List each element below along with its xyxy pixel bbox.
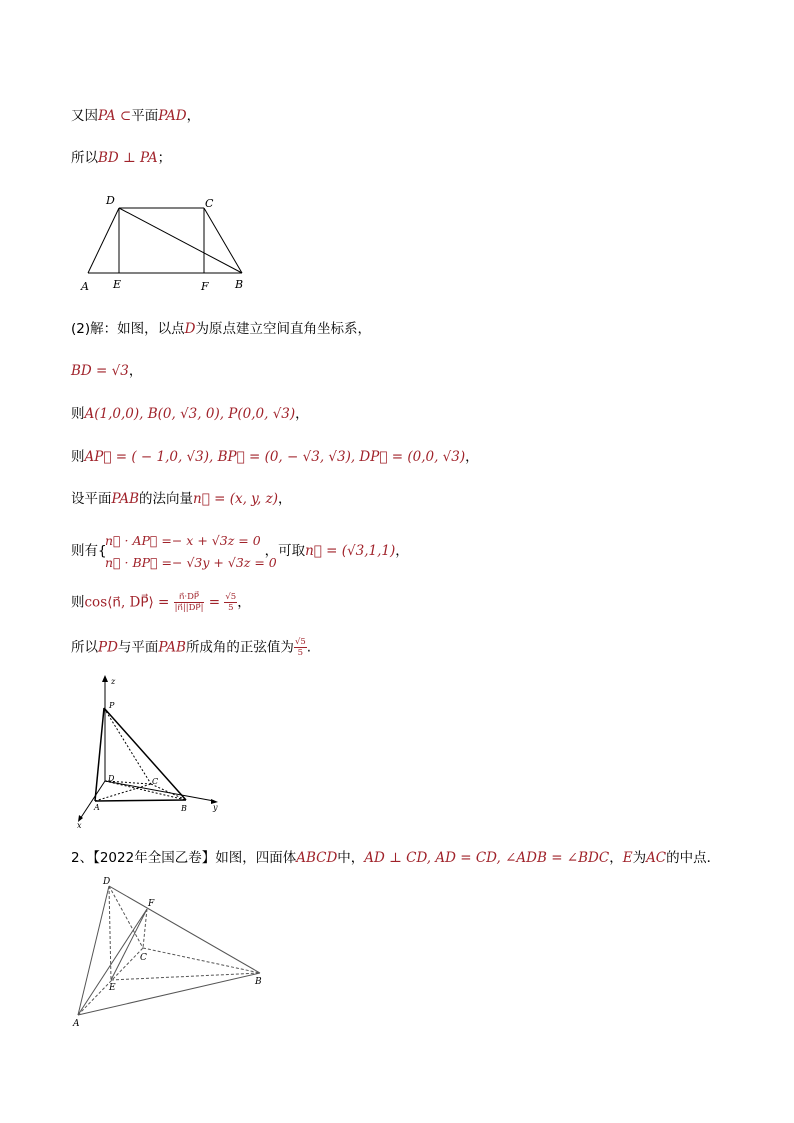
text-line-11 <box>71 848 720 868</box>
text: 的中点． <box>666 850 721 866</box>
text: ， <box>609 850 623 866</box>
math: BD = √3 <box>71 363 129 379</box>
label-d: D <box>106 194 115 207</box>
segment-ad <box>88 208 119 273</box>
text-line-6 <box>71 447 479 467</box>
segment-eb <box>111 973 260 980</box>
math: AC <box>646 850 667 866</box>
text-line-10 <box>71 637 311 658</box>
label-p: P <box>109 701 115 710</box>
math: PA ⊂ <box>98 108 132 124</box>
text: ， <box>395 543 409 559</box>
text: 为 <box>632 850 647 866</box>
text: 又因 <box>71 108 98 124</box>
text: 则 <box>71 594 85 611</box>
math: n⃗ = (x, y, z) <box>193 491 278 507</box>
text: 则 <box>71 449 85 465</box>
label-a: A <box>73 1019 80 1029</box>
text: 所以 <box>71 150 98 166</box>
label-x: x <box>77 821 82 830</box>
text: ， <box>277 491 292 507</box>
fraction-denominator: 5 <box>228 603 234 613</box>
text: 则 <box>71 406 85 422</box>
segment-fa <box>78 909 147 1015</box>
text: ， <box>295 406 309 422</box>
label-e: E <box>113 278 122 291</box>
label-c: C <box>140 953 147 963</box>
fraction-numerator: n⃗·DP⃗ <box>174 592 205 603</box>
text-line-9 <box>71 592 251 613</box>
math: n⃗ = (√3,1,1) <box>305 543 396 559</box>
math: A(1,0,0), B(0, √3, 0), P(0,0, √3) <box>84 406 296 422</box>
fraction <box>224 592 237 613</box>
text-line-1 <box>71 106 200 126</box>
text: ； <box>157 150 172 166</box>
label-b: B <box>235 278 244 291</box>
math: cos⟨n⃗, DP⃗⟩ = <box>84 594 170 611</box>
text: ， <box>128 363 143 379</box>
fraction-numerator: √5 <box>225 592 237 602</box>
text: ， <box>465 449 479 465</box>
system-equation-1: n⃗ · AP⃗ =− x + √3z = 0 <box>105 533 261 548</box>
fraction-denominator: 5 <box>297 648 304 658</box>
text-line-4 <box>71 361 142 381</box>
text: 的法向量 <box>139 491 194 507</box>
label-e: E <box>109 983 116 993</box>
segment-ab <box>95 800 186 801</box>
text: 中， <box>337 850 365 866</box>
text-line-3 <box>71 319 371 339</box>
label-y: y <box>213 803 218 812</box>
math: D <box>184 321 196 337</box>
text: ， <box>186 108 201 124</box>
figure-pyramid-coordinates <box>72 673 232 831</box>
segment-cb <box>151 784 186 800</box>
math: AP⃗ = ( − 1,0, √3), BP⃗ = (0, − √3, √3), DP⃗ = (0,0, √3) <box>84 449 466 465</box>
text-line-2 <box>71 148 171 168</box>
arrow-icon <box>102 675 108 682</box>
math: PAD <box>158 108 187 124</box>
text: 所成角的正弦值为 <box>185 639 294 656</box>
math: PD <box>98 639 118 656</box>
label-b: B <box>181 804 187 813</box>
segment-ab <box>78 973 260 1015</box>
math: PAB <box>158 639 186 656</box>
label-d: D <box>108 774 115 783</box>
math: = <box>208 594 221 611</box>
figure-trapezoid <box>78 190 258 300</box>
label-z: z <box>111 677 116 686</box>
text: 则有{ <box>71 543 107 559</box>
text: 所以 <box>71 639 98 656</box>
fraction <box>294 637 307 658</box>
system-equation-2: n⃗ · BP⃗ =− √3y + √3z = 0 <box>105 555 277 570</box>
math: AD ⊥ CD, AD = CD, ∠ADB = ∠BDC <box>364 850 610 866</box>
math: PAB <box>111 491 140 507</box>
label-d: D <box>103 877 111 887</box>
fraction <box>174 592 205 613</box>
label-f: F <box>201 280 209 293</box>
text: (2)解：如图，以点 <box>71 321 185 337</box>
segment-ac <box>95 784 151 801</box>
text: 为原点建立空间直角坐标系， <box>195 321 371 337</box>
segment-pc <box>104 708 151 784</box>
text: 平面 <box>131 108 159 124</box>
segment-pa <box>95 708 104 801</box>
fraction-denominator: |n⃗||DP⃗| <box>174 603 204 613</box>
segment-da <box>78 886 109 1015</box>
label-f: F <box>148 899 155 909</box>
text-line-7 <box>71 489 291 509</box>
text-line-5 <box>71 404 309 424</box>
label-c: C <box>152 777 159 786</box>
text: . <box>306 639 312 656</box>
text: 与平面 <box>117 639 159 656</box>
text: 设平面 <box>71 491 112 507</box>
fraction-numerator: √5 <box>294 637 306 647</box>
math: ABCD <box>296 850 338 866</box>
math: BD ⊥ PA <box>98 150 158 166</box>
figure-tetrahedron <box>68 872 268 1032</box>
axis-y <box>105 781 214 801</box>
segment-cb <box>143 948 260 973</box>
text: ， <box>237 594 251 611</box>
text: ，可取 <box>264 543 306 559</box>
label-c: C <box>205 197 214 210</box>
label-a: A <box>81 280 89 293</box>
math: E <box>622 850 633 866</box>
label-a: A <box>94 803 100 812</box>
label-b: B <box>255 977 262 987</box>
axis-x <box>80 781 105 819</box>
text: 2、【2022年全国乙卷】如图，四面体 <box>71 850 297 866</box>
